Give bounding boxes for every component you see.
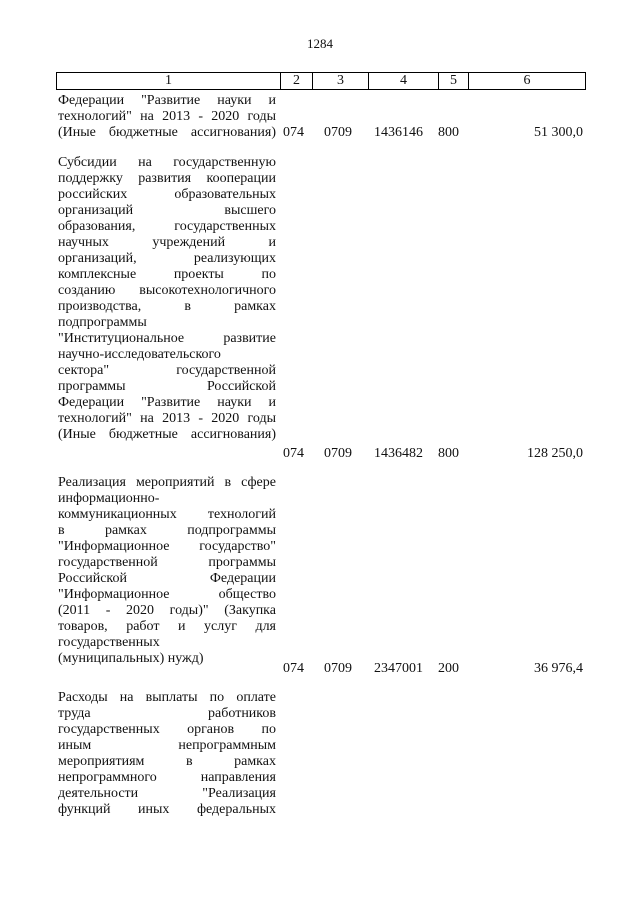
- grbs-code: 074: [283, 446, 304, 461]
- header-col-4: 4: [369, 73, 439, 89]
- description-line: производства, в рамках: [58, 299, 276, 314]
- description-line: труда работников: [58, 706, 276, 721]
- description-line: "Институциональное развитие: [58, 331, 276, 346]
- description-line: комплексные проекты по: [58, 267, 276, 282]
- description-line: деятельности "Реализация: [58, 786, 276, 801]
- header-col-3: 3: [313, 73, 369, 89]
- description-line: "Информационное общество: [58, 587, 276, 602]
- description-line: в рамках подпрограммы: [58, 523, 276, 538]
- amount: 51 300,0: [534, 125, 583, 140]
- grbs-code: 074: [283, 661, 304, 676]
- header-col-2: 2: [281, 73, 313, 89]
- description-line: функций иных федеральных: [58, 802, 276, 817]
- target-code: 1436146: [374, 125, 423, 140]
- expense-type-code: 800: [438, 125, 459, 140]
- description-line: Российской Федерации: [58, 571, 276, 586]
- expense-type-code: 800: [438, 446, 459, 461]
- description-line: иным непрограммным: [58, 738, 276, 753]
- description-line: технологий" на 2013 - 2020 годы: [58, 411, 276, 426]
- description-line: государственных: [58, 635, 160, 650]
- description-line: организаций, реализующих: [58, 251, 276, 266]
- description-line: Реализация мероприятий в сфере: [58, 475, 276, 490]
- amount: 128 250,0: [527, 446, 583, 461]
- description-line: организаций высшего: [58, 203, 276, 218]
- expense-type-code: 200: [438, 661, 459, 676]
- description-line: государственной программы: [58, 555, 276, 570]
- table-row-description: [58, 155, 276, 443]
- description-line: (муниципальных) нужд): [58, 651, 204, 666]
- header-col-6: 6: [523, 73, 531, 88]
- table-row-description: [58, 93, 276, 141]
- description-line: сектора" государственной: [58, 363, 276, 378]
- description-line: научно-исследовательского: [58, 347, 221, 362]
- description-line: коммуникационных технологий: [58, 507, 276, 522]
- grbs-code: 074: [283, 125, 304, 140]
- header-col-1: 1: [57, 73, 281, 89]
- target-code: 2347001: [374, 661, 423, 676]
- description-line: (2011 - 2020 годы)" (Закупка: [58, 603, 276, 618]
- description-line: "Информационное государство": [58, 539, 276, 554]
- description-line: информационно-: [58, 491, 160, 506]
- description-line: Расходы на выплаты по оплате: [58, 690, 276, 705]
- description-line: Субсидии на государственную: [58, 155, 276, 170]
- description-line: Федерации "Развитие науки и: [58, 395, 276, 410]
- description-line: технологий" на 2013 - 2020 годы: [58, 109, 276, 124]
- section-code: 0709: [324, 661, 352, 676]
- description-line: российских образовательных: [58, 187, 276, 202]
- target-code: 1436482: [374, 446, 423, 461]
- description-line: подпрограммы: [58, 315, 147, 330]
- description-line: поддержку развития кооперации: [58, 171, 276, 186]
- description-line: созданию высокотехнологичного: [58, 283, 276, 298]
- page-number: 1284: [307, 36, 333, 51]
- section-code: 0709: [324, 125, 352, 140]
- description-line: научных учреждений и: [58, 235, 276, 250]
- description-line: товаров, работ и услуг для: [58, 619, 276, 634]
- description-line: непрограммного направления: [58, 770, 276, 785]
- description-line: программы Российской: [58, 379, 276, 394]
- table-row-description: [58, 475, 276, 667]
- table-row-description: [58, 690, 276, 818]
- section-code: 0709: [324, 446, 352, 461]
- description-line: государственных органов по: [58, 722, 276, 737]
- header-col-5: 5: [439, 73, 469, 89]
- amount: 36 976,4: [534, 661, 583, 676]
- table-header: [56, 72, 586, 90]
- description-line: (Иные бюджетные ассигнования): [58, 427, 276, 442]
- description-line: мероприятиям в рамках: [58, 754, 276, 769]
- description-line: Федерации "Развитие науки и: [58, 93, 276, 108]
- description-line: образования, государственных: [58, 219, 276, 234]
- description-line: (Иные бюджетные ассигнования): [58, 125, 276, 140]
